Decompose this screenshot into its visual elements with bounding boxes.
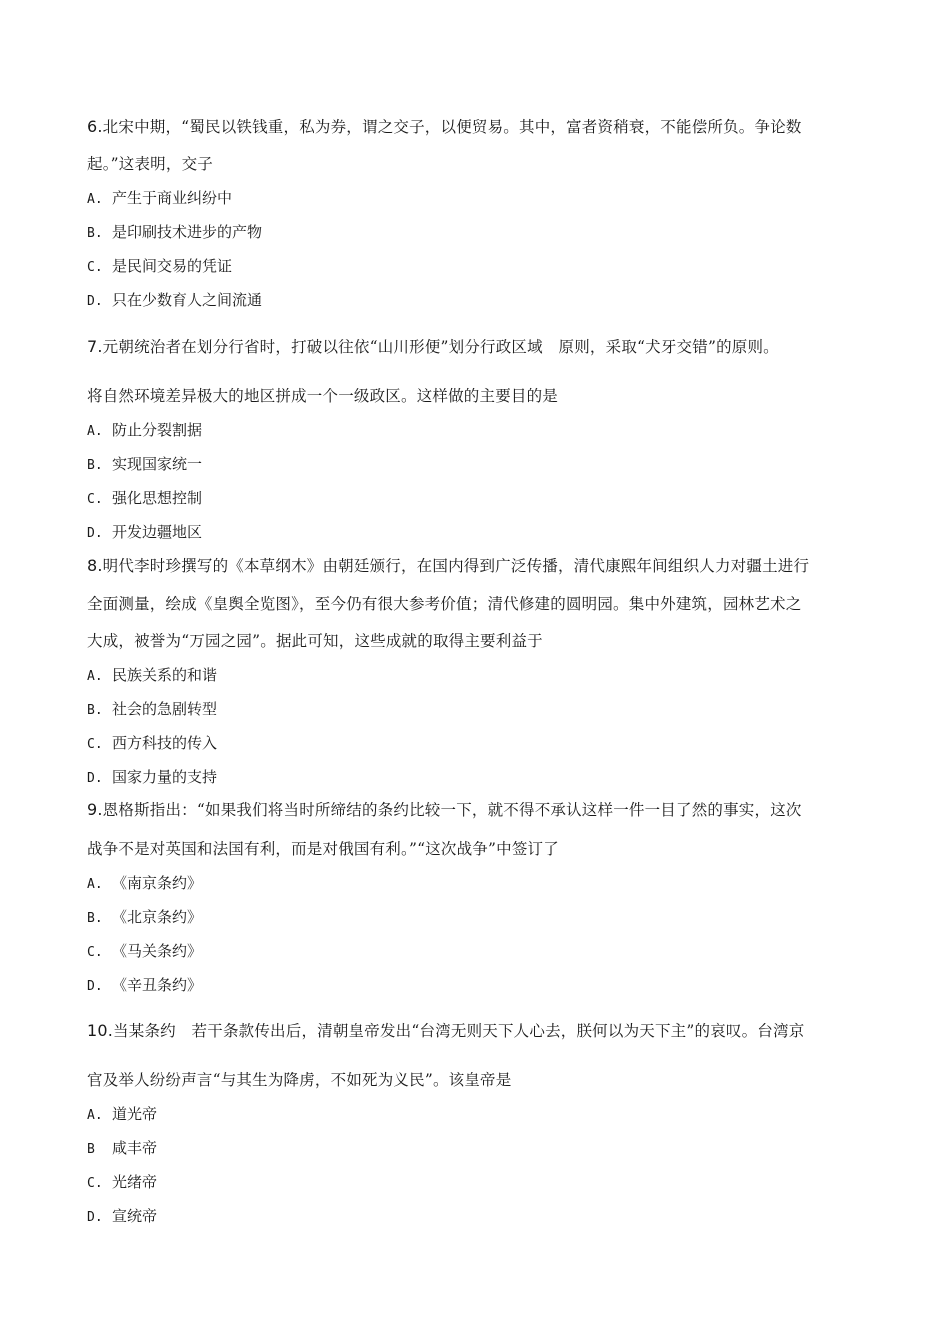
option-text: 咸丰帝	[112, 1139, 158, 1157]
option-letter: C.	[87, 737, 103, 752]
question-6-text-1: 北宋中期，“蜀民以铁钱重，私为券，谓之交子，以便贸易。其中，富者资稍衰，不能偿所负。争论数	[102, 118, 802, 136]
question-10-option-b	[87, 1138, 157, 1160]
option-letter: B.	[87, 226, 103, 241]
option-letter: C.	[87, 260, 103, 275]
option-text: 民族关系的和谐	[112, 666, 218, 684]
question-7-text-1: 元朝统治者在划分行省时，打破以往依“山川形便”划分行政区域 原则，采取“犬牙交错”的原则。	[102, 338, 779, 356]
option-text: 道光帝	[112, 1105, 158, 1123]
question-9-option-b	[87, 907, 202, 929]
option-letter: A.	[87, 877, 103, 892]
option-text: 实现国家统一	[112, 455, 203, 473]
question-7-stem-line-1	[87, 337, 779, 357]
option-text: 是民间交易的凭证	[112, 257, 233, 275]
question-9-stem-line-2: 战争不是对英国和法国有利，而是对俄国有利。”“这次战争”中签订了	[87, 840, 559, 858]
question-9-text-1: 恩格斯指出：“如果我们将当时所缔结的条约比较一下，就不得不承认这样一件一目了然的事实，这次	[102, 801, 802, 819]
question-10-stem-line-1	[87, 1021, 804, 1041]
option-text: 国家力量的支持	[112, 768, 218, 786]
question-9-option-d	[87, 975, 202, 997]
option-letter: D.	[87, 526, 103, 541]
option-letter: B.	[87, 911, 103, 926]
question-6-option-c	[87, 256, 232, 278]
question-8-option-d	[87, 767, 217, 789]
question-8-number: 8.	[87, 556, 103, 575]
option-letter: B	[87, 1142, 95, 1157]
option-text: 光绪帝	[112, 1173, 158, 1191]
question-6-number: 6.	[87, 117, 103, 136]
question-9-number: 9.	[87, 800, 103, 819]
option-letter: D.	[87, 1210, 103, 1225]
option-letter: D.	[87, 771, 103, 786]
question-9-option-a	[87, 873, 202, 895]
question-10-text-1: 当某条约 若干条款传出后，清朝皇帝发出“台湾无则天下人心去，朕何以为天下主”的哀叹。台湾京	[113, 1022, 805, 1040]
question-6-option-d	[87, 290, 262, 312]
option-letter: A.	[87, 669, 103, 684]
question-10-stem-line-2: 官及举人纷纷声言“与其生为降虏，不如死为义民”。该皇帝是	[87, 1071, 512, 1089]
question-10-option-d	[87, 1206, 157, 1228]
question-8-stem-line-3: 大成，被誉为“万园之园”。据此可知，这些成就的取得主要利益于	[87, 632, 543, 650]
option-text: 《辛丑条约》	[112, 976, 203, 994]
question-7-option-c	[87, 488, 202, 510]
option-letter: A.	[87, 1108, 103, 1123]
option-letter: A.	[87, 192, 103, 207]
question-8-option-a	[87, 665, 217, 687]
question-8-stem-line-1	[87, 556, 809, 576]
question-6-stem-line-2: 起。”这表明，交子	[87, 155, 213, 173]
option-text: 强化思想控制	[112, 489, 203, 507]
option-letter: C.	[87, 945, 103, 960]
option-letter: C.	[87, 1176, 103, 1191]
option-text: 社会的急剧转型	[112, 700, 218, 718]
question-7-number: 7.	[87, 337, 103, 356]
question-8-text-1: 明代李时珍撰写的《本草纲木》由朝廷颁行，在国内得到广泛传播，清代康熙年间组织人力对疆土进行	[102, 557, 810, 575]
option-text: 是印刷技术进步的产物	[112, 223, 263, 241]
option-text: 西方科技的传入	[112, 734, 218, 752]
question-6-option-a	[87, 188, 232, 210]
question-10-number: 10.	[87, 1021, 114, 1040]
option-text: 只在少数育人之间流通	[112, 291, 263, 309]
option-letter: D.	[87, 979, 103, 994]
question-10-option-a	[87, 1104, 157, 1126]
option-text: 《北京条约》	[112, 908, 203, 926]
option-letter: C.	[87, 492, 103, 507]
question-8-stem-line-2: 全面测量，绘成《皇舆全览图》，至今仍有很大参考价值；清代修建的圆明园。集中外建筑，园林艺术之	[87, 595, 802, 613]
question-9-option-c	[87, 941, 202, 963]
question-6-stem-line-1	[87, 117, 802, 137]
option-letter: B.	[87, 458, 103, 473]
option-letter: B.	[87, 703, 103, 718]
question-7-option-b	[87, 454, 202, 476]
option-text: 《马关条约》	[112, 942, 203, 960]
question-9-stem-line-1	[87, 800, 802, 820]
question-10-option-c	[87, 1172, 157, 1194]
question-8-option-b	[87, 699, 217, 721]
question-6-option-b	[87, 222, 262, 244]
option-text: 开发边疆地区	[112, 523, 203, 541]
option-text: 宣统帝	[112, 1207, 158, 1225]
option-text: 防止分裂割据	[112, 421, 203, 439]
option-text: 产生于商业纠纷中	[112, 189, 233, 207]
option-letter: A.	[87, 424, 103, 439]
question-7-option-a	[87, 420, 202, 442]
question-7-option-d	[87, 522, 202, 544]
option-text: 《南京条约》	[112, 874, 203, 892]
question-8-option-c	[87, 733, 217, 755]
question-7-stem-line-2: 将自然环境差异极大的地区拼成一个一级政区。这样做的主要目的是	[87, 387, 559, 405]
option-letter: D.	[87, 294, 103, 309]
